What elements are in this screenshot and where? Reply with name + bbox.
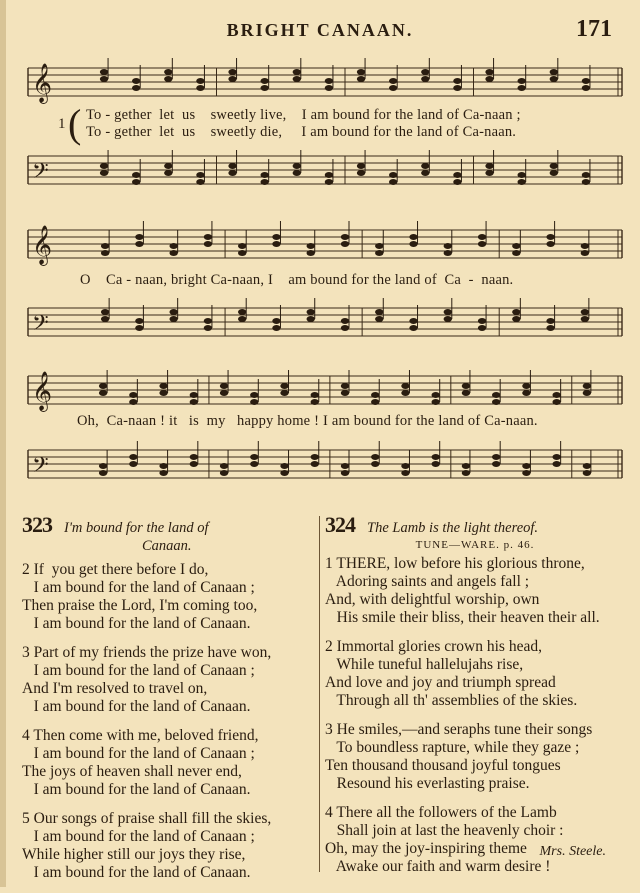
page-title: BRIGHT CANAAN. — [226, 20, 414, 40]
hymn-number: 324 — [325, 512, 355, 537]
music-system-3-bass — [0, 440, 640, 490]
lyric-line-3: Oh, Ca-naan ! it is my happy home ! I am bound for the land of Ca-naan. — [77, 413, 538, 429]
verse-number: 1 — [58, 116, 66, 132]
stanza-4: 4 There all the followers of the Lamb Shall join at last the heavenly choir : Oh, may the joy-inspiring theme Awake our faith and warm desire ! — [325, 804, 564, 875]
hymn-title: I'm bound for the land of — [64, 520, 209, 536]
svg-text:𝄢: 𝄢 — [32, 453, 49, 483]
stanza-3: 3 He smiles,—and seraphs tune their songs To boundless rapture, while they gaze ; Ten thousand thousand joyful tongues Resound his everlasting praise. — [325, 721, 593, 792]
hymn-number: 323 — [22, 512, 52, 537]
stanza-4: 4 Then come with me, beloved friend, I am bound for the land of Canaan ; The joys of heaven shall never end, I am bound for the land of Canaan. — [22, 727, 259, 798]
lyric-line-1b: To - gether let us sweetly die, I am bound for the land of Ca-naan. — [86, 124, 517, 140]
music-system-1 — [0, 58, 640, 108]
bass-staff-2 — [0, 298, 640, 348]
music-system-2-bass — [0, 298, 640, 348]
treble-staff-1 — [0, 58, 640, 108]
hymn-title-cont: Canaan. — [142, 538, 192, 554]
stanza-1: 1 THERE, low before his glorious throne, Adoring saints and angels fall ; And, with delightful worship, own His smile their bliss, their heaven their all. — [325, 555, 600, 626]
svg-text:𝄞: 𝄞 — [32, 371, 53, 411]
hymn-323 — [22, 512, 317, 893]
music-system-2 — [0, 220, 640, 270]
svg-text:𝄞: 𝄞 — [32, 63, 53, 103]
stanza-5: 5 Our songs of praise shall fill the skies, I am bound for the land of Canaan ; While higher still our joys they rise, I am bound for the land of Canaan. — [22, 810, 272, 881]
music-system-1-bass — [0, 146, 640, 196]
bass-staff-1 — [0, 146, 640, 196]
bass-staff-3 — [0, 440, 640, 490]
tune-reference: TUNE—WARE. p. 46. — [415, 539, 535, 551]
treble-staff-2 — [0, 220, 640, 270]
lyric-line-1a: To - gether let us sweetly live, I am bound for the land of Ca-naan ; — [86, 107, 521, 123]
hymn-324 — [325, 512, 625, 887]
hymn-texts — [0, 512, 640, 882]
svg-text:𝄢: 𝄢 — [32, 159, 49, 189]
lyric-brace: ( — [68, 101, 82, 146]
stanza-2: 2 Immortal glories crown his head, While tuneful hallelujahs rise, And love and joy and triumph spread Through all th' assemblies of the skies. — [325, 638, 578, 709]
hymn-title: The Lamb is the light thereof. — [367, 520, 539, 536]
svg-text:𝄢: 𝄢 — [32, 311, 49, 341]
treble-staff-3 — [0, 366, 640, 416]
lyric-line-2: O Ca - naan, bright Ca-naan, I am bound for the land of Ca - naan. — [80, 272, 514, 288]
music-system-3 — [0, 366, 640, 416]
svg-text:𝄞: 𝄞 — [32, 225, 53, 265]
hymn-author: Mrs. Steele. — [539, 844, 606, 859]
page-number: 171 — [576, 16, 612, 42]
column-divider — [319, 516, 320, 872]
stanza-2: 2 If you get there before I do, I am bound for the land of Canaan ; Then praise the Lord, I'm coming too, I am bound for the land of Canaan. — [22, 561, 258, 632]
stanza-3: 3 Part of my friends the prize have won, I am bound for the land of Canaan ; And I'm resolved to travel on, I am bound for the land of Canaan. — [22, 644, 272, 715]
